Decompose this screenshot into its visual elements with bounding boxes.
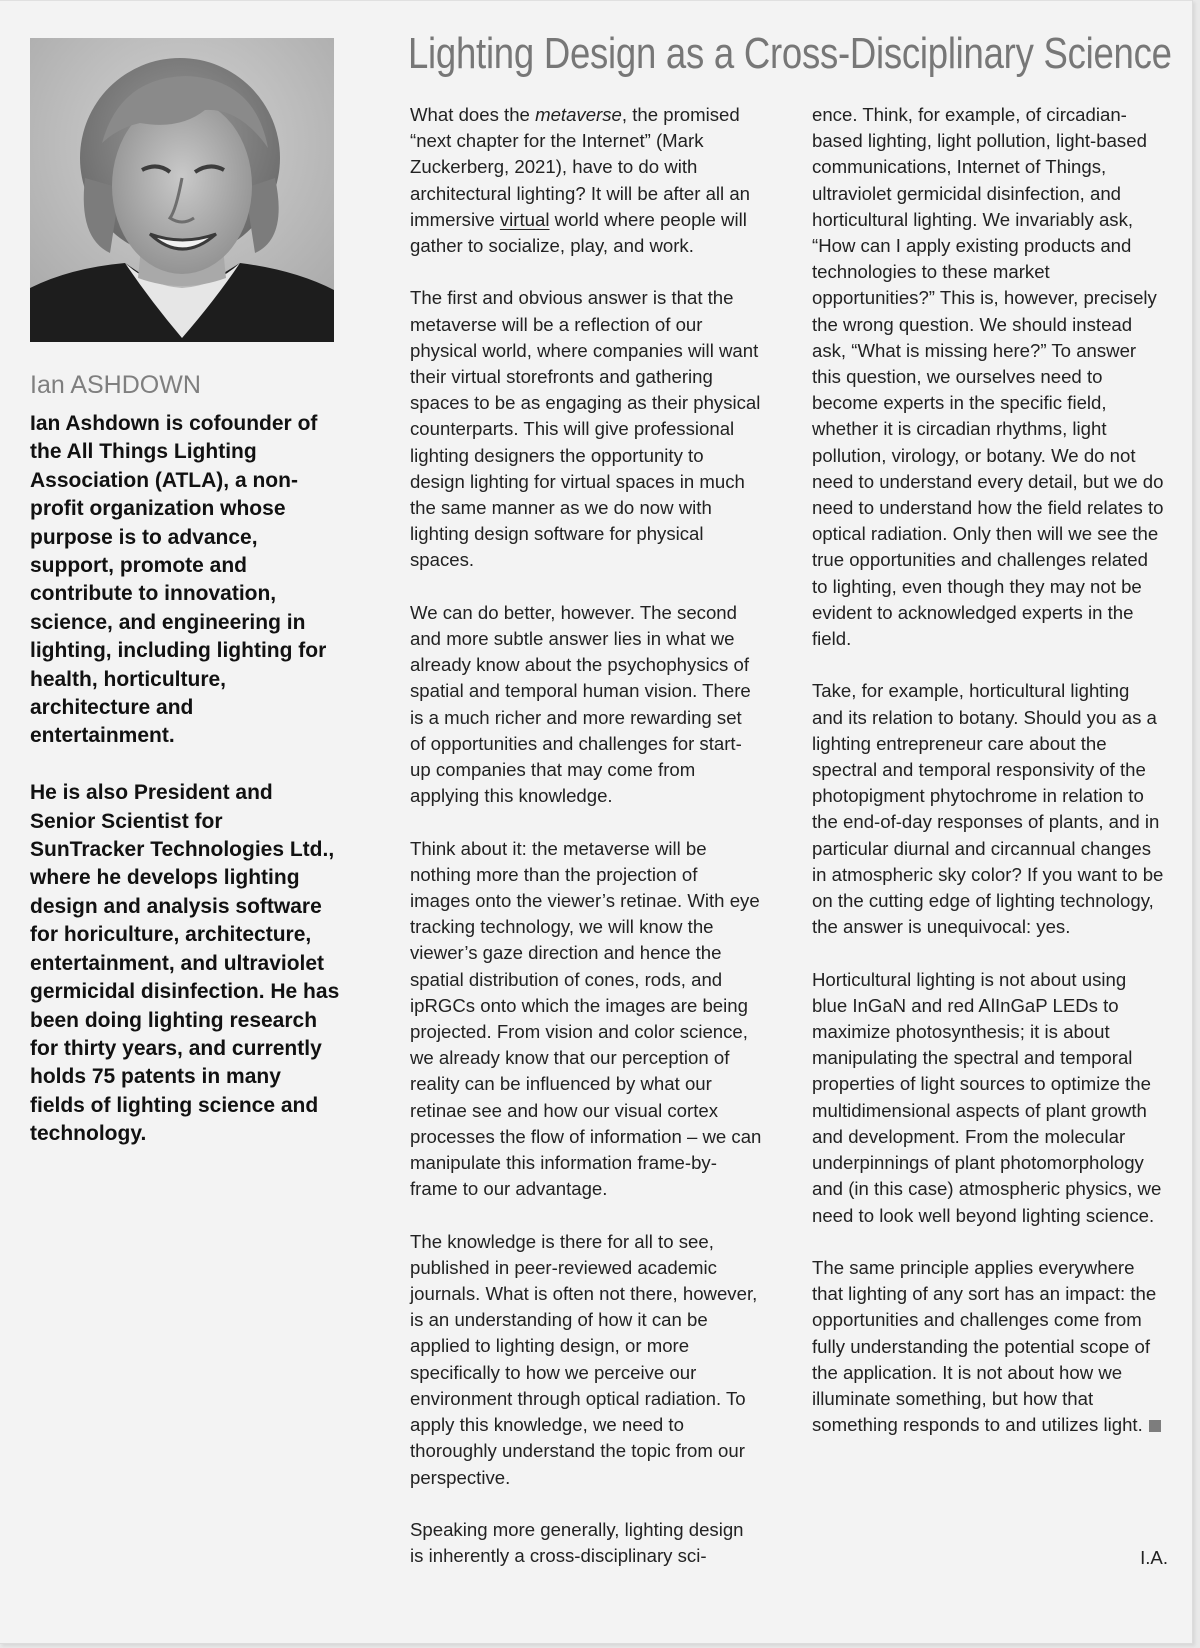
author-bio	[30, 410, 340, 1177]
article-column-right	[812, 102, 1164, 1465]
bio-paragraph: He is also President and Senior Scientist for SunTracker Technologies Ltd., where he develops lighting design and analysis software for horiculture, architecture, entertainment, and ultraviolet germicidal disinfection. He has been doing lighting research for thirty years, and currently holds 75 patents in many fields of lighting science and technology.	[30, 781, 340, 1146]
body-paragraph: Think about it: the metaverse will be nothing more than the projection of images onto the viewer’s retinae. With eye tracking technology, we will know the viewer’s gaze direction and hence the spatial distribution of cones, rods, and ipRGCs onto which the images are being projected. From vision and color science, we already know that our perception of reality can be influenced by what our retinae see and how our visual cortex processes the flow of information – we can manipulate this information frame-by-frame to our advantage.	[410, 837, 762, 1200]
author-photo	[30, 38, 334, 342]
body-paragraph: The first and obvious answer is that the metaverse will be a reflection of our physical world, where companies will want their virtual storefronts and gathering spaces to be as engaging as their physical counterparts. This will give professional lighting designers the opportunity to design lighting for virtual spaces in much the same manner as we do now with lighting design software for physical spaces.	[410, 287, 761, 571]
body-paragraph: Horticultural lighting is not about using blue InGaN and red AlInGaP LEDs to maximize photosynthesis; it is about manipulating the spectral and temporal properties of light sources to optimize the multidimensional aspects of plant growth and development. From the molecular underpinnings of plant photomorphology and (in this case) atmospheric physics, we need to look well beyond lighting science.	[812, 968, 1162, 1226]
text-run: world where people will gather to socialize, play, and work.	[410, 208, 747, 257]
underlined-term: virtual	[499, 208, 550, 230]
end-of-article-square-icon	[1149, 1420, 1161, 1432]
author-name: Ian ASHDOWN	[30, 371, 201, 399]
body-paragraph: ence. Think, for example, of circadian-based lighting, light pollution, light-based communications, Internet of Things, ultraviolet germicidal disinfection, and horticultural lighting. We invariably ask, “How can I apply existing products and technologies to these market opportunities?” This is, however, precisely the wrong question. We should instead ask, “What is missing here?” To answer this question, we ourselves need to become experts in the specific field, whether it is circadian rhythms, light pollution, virology, or botany. We do not need to understand every detail, but we do need to understand how the field relates to optical radiation. Only then will we see the true opportunities and challenges related to lighting, even though they may not be evident to acknowledged experts in the field.	[812, 104, 1164, 650]
bio-paragraph: Ian Ashdown is cofounder of the All Things Lighting Association (ATLA), a non-profit organization whose purpose is to advance, support, promote and contribute to innovation, science, and engineering in lighting, including lighting for health, horticulture, architecture and entertainment.	[30, 412, 327, 748]
body-paragraph: The knowledge is there for all to see, published in peer-reviewed academic journals. What is often not there, however, is an understanding of how it can be applied to lighting design, or more specifically to how we perceive our environment through optical radiation. To apply this knowledge, we need to thoroughly understand the topic from our perspective.	[410, 1230, 758, 1488]
body-paragraph	[812, 1255, 1164, 1438]
top-rule	[0, 0, 1192, 1]
emphasized-term: metaverse	[535, 104, 622, 125]
article-column-left	[410, 102, 762, 1595]
text-run: , the promised “next chapter for the Internet” (Mark Zuckerberg, 2021), have to do with architectural lighting? It will be after all an immersive	[410, 104, 751, 230]
author-initials: I.A.	[1140, 1547, 1168, 1568]
body-paragraph: Take, for example, horticultural lighting and its relation to botany. Should you as a lighting entrepreneur care about the spectral and temporal responsivity of the photopigment phytochrome in relation to the end-of-day responses of plants, and in particular diurnal and circannual changes in atmospheric sky color? If you want to be on the cutting edge of lighting technology, the answer is unequivocal: yes.	[812, 680, 1164, 938]
text-run: The same principle applies everywhere that lighting of any sort has an impact: the opportunities and challenges come from fully understanding the potential scope of the application. It is not about how we illuminate something, but how that something responds to and utilizes light.	[812, 1256, 1157, 1436]
body-paragraph: We can do better, however. The second and more subtle answer lies in what we already know about the psychophysics of spatial and temporal human vision. There is a much richer and more rewarding set of opportunities and challenges for start-up companies that may come from applying this knowledge.	[410, 601, 751, 807]
body-paragraph	[410, 102, 762, 259]
body-paragraph: Speaking more generally, lighting design is inherently a cross-disciplinary sci-	[410, 1518, 744, 1567]
article-title: Lighting Design as a Cross-Disciplinary Science	[408, 29, 1172, 78]
portrait-illustration	[30, 38, 334, 342]
text-run: What does the	[410, 104, 536, 125]
